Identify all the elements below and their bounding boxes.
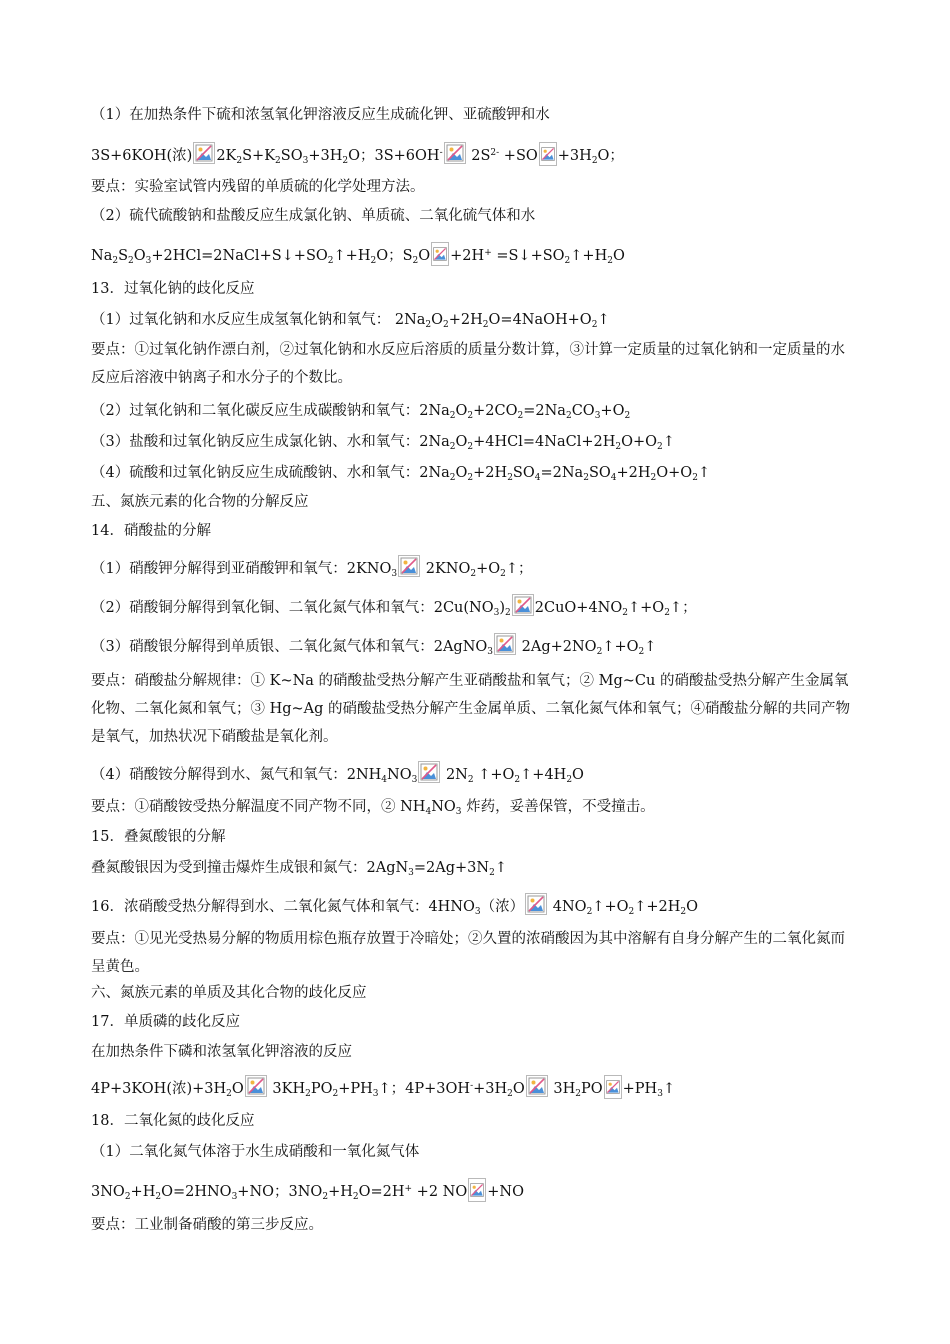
equation-line: $Na_2S_2O_3+2HCl=2NaCl+S↓+SO_2↑+H_2O$；$S_2O$ $+2H^+ =S↓+SO_2↑+H_2O$ [91,242,625,267]
paragraph: 要点：硝酸盐分解规律：① K~Na 的硝酸盐受热分解产生亚硝酸盐和氧气；② Mg~Cu 的硝酸盐受热分解产生金属氧化物、二氧化氮和氧气；③ Hg~Ag 的硝酸盐受热分解产生金属单质、二氧化氮气体和氧气；④硝酸盐分解的共同产物是氧气，加热状况下硝酸盐是氧化剂。 [91,673,851,745]
text-line: （1）硝酸钾分解得到亚硝酸钾和氧气：$2KNO_3$ $2KNO_2+O_2↑$； [91,555,533,580]
text: （4）硝酸铵分解得到水、氮气和氧气： [91,767,347,783]
broken-image-icon [604,1075,622,1099]
broken-image-icon [525,893,547,915]
text-line: （2）过氧化钠和二氧化碳反应生成碳酸钠和氧气：$2Na_2O_2+2CO_2=2Na_2CO_3+O_2$ [91,403,631,421]
text-line: （4）硫酸和过氧化钠反应生成硫酸钠、水和氧气：$2Na_2O_2+2H_2SO_4=2Na_2SO_4+2H_2O+O_2↑$ [91,465,711,483]
broken-image-icon [398,555,420,577]
text-line: （1）二氧化氮气体溶于水生成硝酸和一氧化氮气体 [91,1144,420,1160]
text-line: 在加热条件下磷和浓氢氧化钾溶液的反应 [91,1044,352,1060]
text-line: 要点：工业制备硝酸的第三步反应。 [91,1217,323,1233]
broken-image-icon [418,761,440,783]
broken-image-icon [494,633,516,655]
text-line: （1）在加热条件下硫和浓氢氧化钾溶液反应生成硫化钾、亚硫酸钾和水 [91,107,550,123]
equation-line: $3NO_2+H_2O=2HNO_3+NO$；$3NO_2+H_2O=2H^+ +2$ NO +NO [91,1178,524,1203]
broken-image-icon [526,1075,548,1097]
equation-line: 3S+6KOH(浓) $2K_2S+K_2SO_3+3H_2O$；3S+6OH- $2S^{2-} +SO$ $+3H_2O$； [91,142,624,167]
broken-image-icon [539,142,557,166]
text-line: （3）盐酸和过氧化钠反应生成氯化钠、水和氧气：$2Na_2O_2+4HCl=4NaCl+2H_2O+O_2↑$ [91,434,675,452]
broken-image-icon [193,142,215,164]
text: 要点：①硝酸铵受热分解温度不同产物不同，② [91,799,401,815]
text-line: （4）硝酸铵分解得到水、氮气和氧气：$2NH_4NO_3$ $2N_2$ $↑+O_2↑+4H_2O$ [91,761,584,786]
text-line: 叠氮酸银因为受到撞击爆炸生成银和氮气：$2AgN_3=2Ag+3N_2↑$ [91,860,507,878]
text: （1）过氧化钠和水反应生成氢氧化钠和氧气： [91,312,391,328]
section-heading: 六、氮族元素的单质及其化合物的歧化反应 [91,985,367,1001]
broken-image-icon [245,1075,267,1097]
heading: 14．硝酸盐的分解 [91,523,211,539]
broken-image-icon [431,242,449,266]
text-line: （2）硝酸铜分解得到氧化铜、二氧化氮气体和氧气：$2Cu(NO_3)_2$ $2CuO+4NO_2↑+O_2↑$； [91,594,697,619]
text: （3）盐酸和过氧化钠反应生成氯化钠、水和氧气： [91,434,420,450]
heading: 18．二氧化氮的歧化反应 [91,1113,255,1129]
text: 叠氮酸银因为受到撞击爆炸生成银和氮气： [91,860,367,876]
heading: 15．叠氮酸银的分解 [91,829,226,845]
text-line: （3）硝酸银分解得到单质银、二氧化氮气体和氧气：2AgNO$_3$ $2Ag+2NO_2↑+O_2↑$ [91,633,656,658]
text: （1）硝酸钾分解得到亚硝酸钾和氧气： [91,561,347,577]
broken-image-icon [512,594,534,616]
paragraph: 要点：①见光受热易分解的物质用棕色瓶存放置于冷暗处；②久置的浓硝酸因为其中溶解有自身分解产生的二氧化氮而呈黄色。 [91,931,845,975]
heading: 13．过氧化钠的歧化反应 [91,281,255,297]
broken-image-icon [444,142,466,164]
equation-line: 4P+3KOH(浓)$+3H_2O$ $3KH_2PO_2+PH_3↑$；$4P+3OH^-+3H_2O$ $3H_2PO$ $+PH_3↑$ [91,1075,675,1100]
text: （4）硫酸和过氧化钠反应生成硫酸钠、水和氧气： [91,465,420,481]
broken-image-icon [468,1178,486,1202]
text-line: 要点：①硝酸铵受热分解温度不同产物不同，② $NH_4NO_3$ 炸药，妥善保管，不受撞击。 [91,799,655,817]
text-line: 要点：实验室试管内残留的单质硫的化学处理方法。 [91,179,425,195]
section-heading: 五、氮族元素的化合物的分解反应 [91,494,309,510]
text-line: （1）过氧化钠和水反应生成氢氧化钠和氧气： $2Na_2O_2+2H_2O=4NaOH+O_2↑$ [91,312,610,330]
text: 16．浓硝酸受热分解得到水、二氧化氮气体和氧气： [91,899,429,915]
paragraph: 要点：①过氧化钠作漂白剂，②过氧化钠和水反应后溶质的质量分数计算，③计算一定质量的过氧化钠和一定质量的水反应后溶液中钠离子和水分子的个数比。 [91,342,845,386]
text: （2）过氧化钠和二氧化碳反应生成碳酸钠和氧气： [91,403,420,419]
text: （3）硝酸银分解得到单质银、二氧化氮气体和氧气： [91,639,434,655]
text: 炸药，妥善保管，不受撞击。 [466,799,655,815]
text: （2）硝酸铜分解得到氧化铜、二氧化氮气体和氧气： [91,600,434,616]
heading: 17．单质磷的歧化反应 [91,1014,240,1030]
text-line: （2）硫代硫酸钠和盐酸反应生成氯化钠、单质硫、二氧化硫气体和水 [91,208,536,224]
text-line: 16．浓硝酸受热分解得到水、二氧化氮气体和氧气：$4HNO_3$（浓） $4NO_2↑+O_2↑+2H_2O$ [91,893,698,918]
